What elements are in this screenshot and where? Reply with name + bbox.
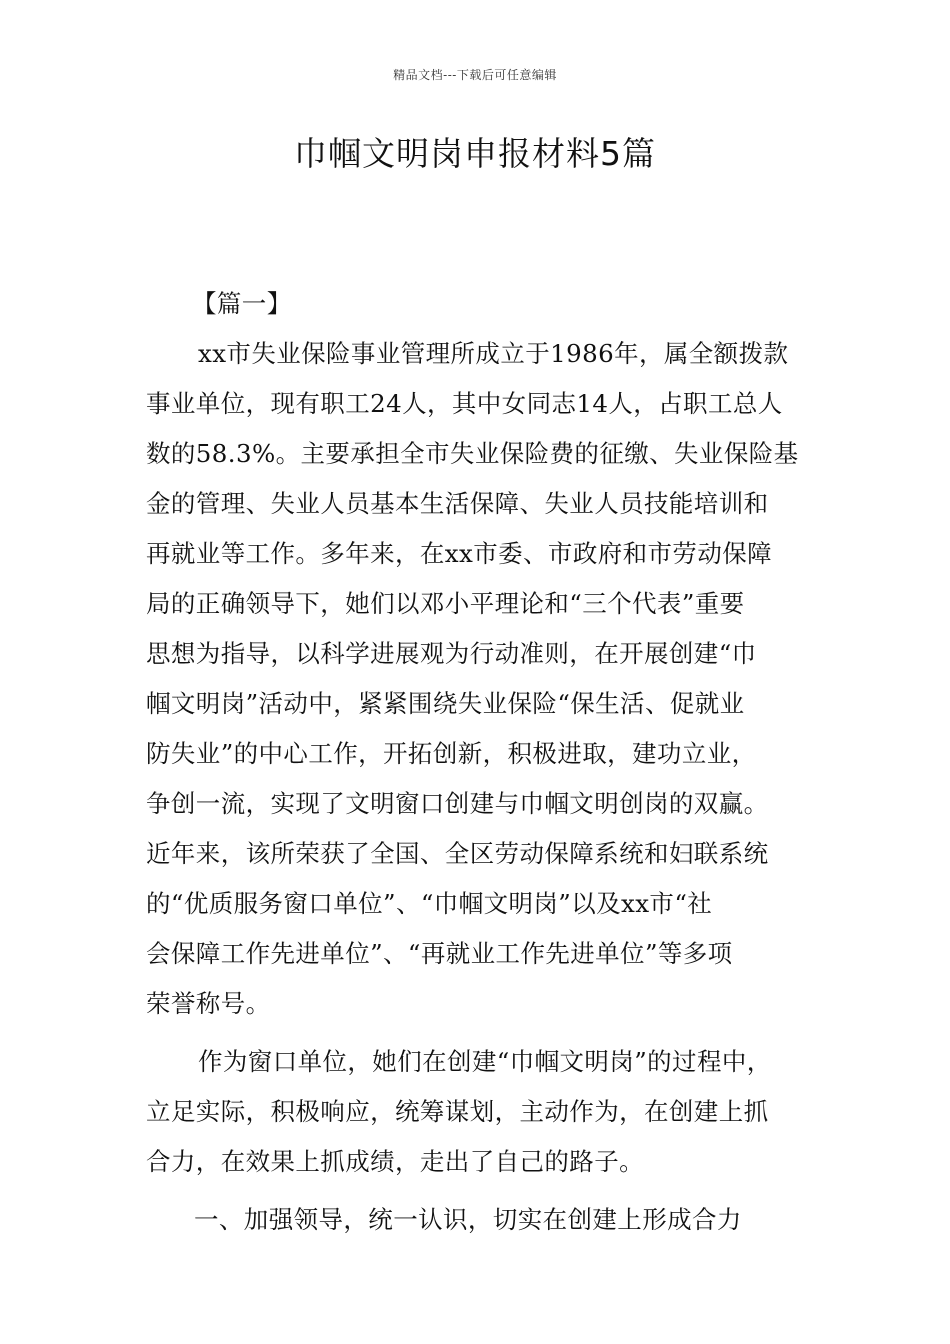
paragraph-line: 荣誉称号。 xyxy=(146,989,271,1018)
paragraph-line: 数的58.3%。主要承担全市失业保险费的征缴、失业保险基 xyxy=(146,439,799,468)
header-note: 精品文档---下载后可任意编辑 xyxy=(393,68,557,82)
paragraph-line: 合力，在效果上抓成绩，走出了自己的路子。 xyxy=(146,1147,644,1176)
paragraph-line: 作为窗口单位，她们在创建“巾帼文明岗”的过程中， xyxy=(198,1047,772,1076)
paragraph-1 xyxy=(146,329,814,1029)
document-body xyxy=(146,279,814,1245)
paragraph-2 xyxy=(146,1037,814,1187)
section-heading: 一、加强领导，统一认识，切实在创建上形成合力 xyxy=(194,1205,742,1234)
paragraph-line: 帼文明岗”活动中，紧紧围绕失业保险“保生活、促就业 xyxy=(146,689,745,718)
paragraph-line: 金的管理、失业人员基本生活保障、失业人员技能培训和 xyxy=(146,489,769,518)
paragraph-line: 防失业”的中心工作，开拓创新，积极进取，建功立业， xyxy=(146,739,757,768)
paragraph-line: 局的正确领导下，她们以邓小平理论和“三个代表”重要 xyxy=(146,589,745,618)
paragraph-line: 会保障工作先进单位”、“再就业工作先进单位”等多项 xyxy=(146,939,733,968)
section-label: 【篇一】 xyxy=(192,289,292,318)
paragraph-line: 思想为指导，以科学进展观为行动准则，在开展创建“巾 xyxy=(146,639,757,668)
paragraph-line: 的“优质服务窗口单位”、“巾帼文明岗”以及xx市“社 xyxy=(146,889,713,918)
paragraph-line: 近年来，该所荣获了全国、全区劳动保障系统和妇联系统 xyxy=(146,839,769,868)
paragraph-line: xx市失业保险事业管理所成立于1986年，属全额拨款 xyxy=(198,339,789,368)
paragraph-line: 立足实际，积极响应，统筹谋划，主动作为，在创建上抓 xyxy=(146,1097,769,1126)
paragraph-line: 争创一流，实现了文明窗口创建与巾帼文明创岗的双赢。 xyxy=(146,789,769,818)
paragraph-line: 再就业等工作。多年来，在xx市委、市政府和市劳动保障 xyxy=(146,539,773,568)
paragraph-line: 事业单位，现有职工24人，其中女同志14人，占职工总人 xyxy=(146,389,783,418)
document-title: 巾帼文明岗申报材料5篇 xyxy=(294,134,656,173)
